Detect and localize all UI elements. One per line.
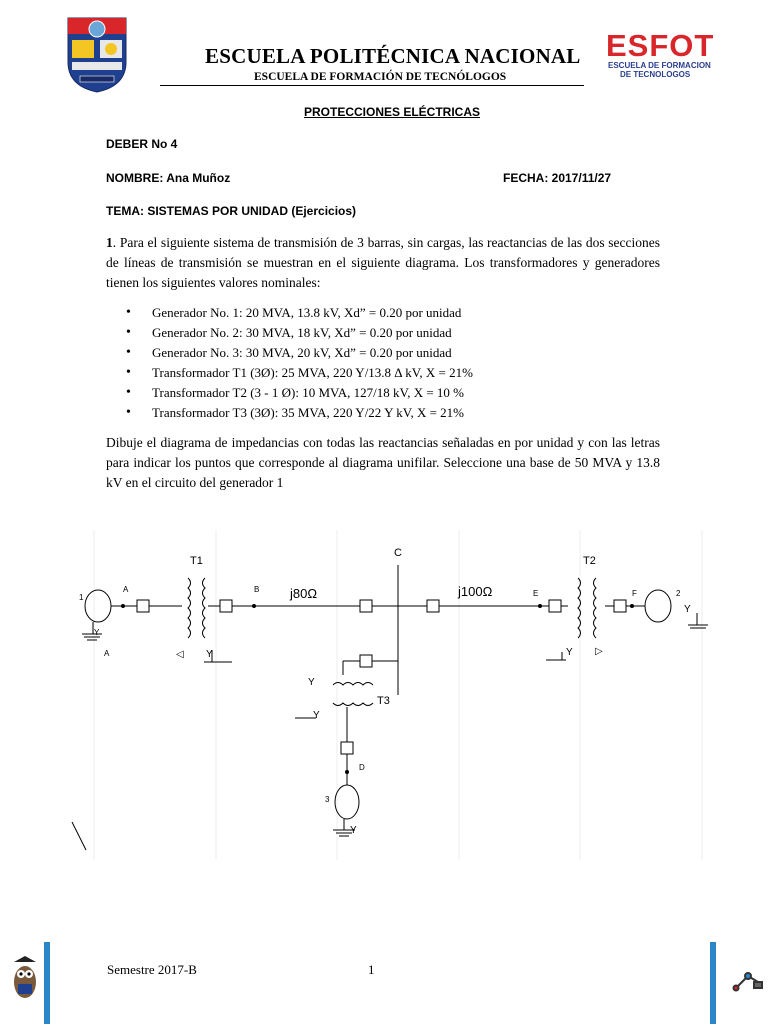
node-f: F: [632, 589, 637, 598]
gen2-number: 2: [676, 589, 681, 598]
node-e: E: [533, 589, 539, 598]
node-a: A: [123, 585, 129, 594]
list-item: • Generador No. 2: 30 MVA, 18 kV, Xd” = 0.20 por unidad: [106, 323, 473, 343]
problem-instruction: Dibuje el diagrama de impedancias con todas las reactancias señaladas en por unidad y con las letras para indicar los puntos que corresponde al diagrama unifilar. Seleccione una base de 50 MVA y 13.8 kV en el circuito del generador 1: [106, 435, 660, 490]
gen3-y: Y: [350, 825, 357, 836]
footer-left-bar: [0, 942, 50, 1024]
list-item: • Generador No. 3: 30 MVA, 20 kV, Xd” = 0.20 por unidad: [106, 343, 473, 363]
gen3-number: 3: [325, 795, 330, 804]
problem-intro: [106, 233, 660, 293]
footer-right-bar: [710, 942, 768, 1024]
label-t3: T3: [377, 695, 390, 707]
footer-page-number: 1: [368, 962, 375, 977]
esfot-logo-sub2: DE TECNOLOGOS: [620, 70, 691, 79]
label-t1: T1: [190, 555, 203, 567]
esfot-logo-sub1: ESCUELA DE FORMACION: [608, 61, 711, 70]
label-line-j100: j100Ω: [458, 584, 493, 599]
list-item: • Transformador T1 (3Ø): 25 MVA, 220 Y/13.8 Δ kV, X = 21%: [106, 363, 473, 383]
list-item: • Generador No. 1: 20 MVA, 13.8 kV, Xd” = 0.20 por unidad: [106, 303, 473, 323]
t2-delta: ▷: [595, 646, 603, 657]
problem-intro-text: . Para el siguiente sistema de transmisión de 3 barras, sin cargas, las reactancias de las dos secciones de líneas de transmisión se muestran en el siguiente diagrama. Los transformadores y generadores tienen los siguientes valores nominales:: [106, 235, 660, 290]
node-a-ground: A: [104, 649, 110, 658]
ratings-list: [106, 303, 473, 423]
list-item: • Transformador T2 (3 - 1 Ø): 10 MVA, 127/18 kV, X = 10 %: [106, 383, 473, 403]
school-title: ESCUELA POLITÉCNICA NACIONAL: [205, 44, 581, 68]
node-b: B: [254, 585, 260, 594]
label-bus-c: C: [394, 547, 402, 559]
one-line-diagram: [0, 530, 768, 860]
epn-crest-icon: [66, 16, 128, 94]
gen2-y: Y: [684, 604, 691, 615]
t1-y: Y: [206, 649, 213, 660]
header-rule: [160, 85, 584, 86]
owl-mascot-icon: [14, 956, 36, 998]
school-subtitle: ESCUELA DE FORMACIÓN DE TECNÓLOGOS: [254, 71, 507, 83]
gen1-number: 1: [79, 593, 84, 602]
label-line-j80: j80Ω: [290, 586, 318, 601]
t3-y-bottom: Y: [313, 710, 320, 721]
tema-label: TEMA: SISTEMAS POR UNIDAD (Ejercicios): [106, 204, 357, 218]
course-title: PROTECCIONES ELÉCTRICAS: [304, 105, 481, 119]
deber-label: DEBER No 4: [106, 137, 178, 151]
t1-delta: ◁: [176, 649, 184, 660]
t2-y: Y: [566, 647, 573, 658]
robot-arm-icon: [734, 973, 763, 991]
footer-semester: Semestre 2017-B: [107, 962, 197, 977]
gen1-y: Y: [94, 628, 100, 637]
t3-y-top: Y: [308, 677, 315, 688]
fecha-label: FECHA: 2017/11/27: [503, 171, 612, 185]
node-d: D: [359, 763, 365, 772]
problem-number: 1: [106, 235, 113, 250]
nombre-label: NOMBRE: Ana Muñoz: [106, 171, 231, 185]
esfot-logo: ESFOT: [606, 28, 715, 63]
list-item: • Transformador T3 (3Ø): 35 MVA, 220 Y/22 Y kV, X = 21%: [106, 403, 473, 423]
label-t2: T2: [583, 555, 596, 567]
